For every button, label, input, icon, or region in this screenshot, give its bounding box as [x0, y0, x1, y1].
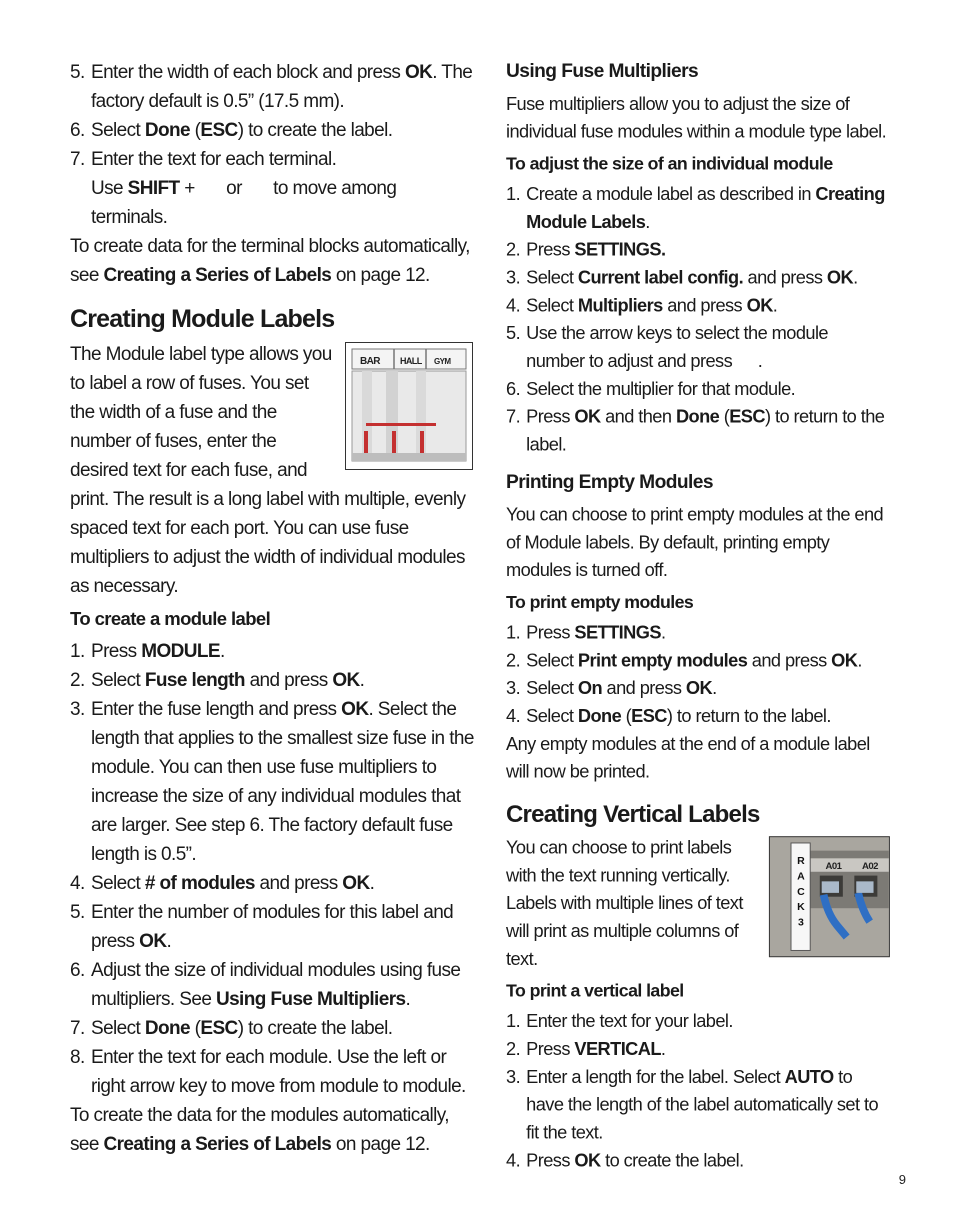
shift-instruction: Use SHIFT + or to move among terminals.	[91, 178, 397, 228]
step-number: 6.	[506, 379, 521, 400]
empty-modules-result: Any empty modules at the end of a module label will now be printed.	[506, 734, 870, 783]
step-number: 5.	[506, 323, 521, 344]
empty-modules-paragraph: You can choose to print empty modules at the end of Module labels. By default, printing empty modules is turned off.	[506, 505, 884, 581]
list-item: 3. Select Current label config. and press OK.	[506, 264, 890, 292]
vertical-letter: K	[797, 901, 805, 914]
closing-paragraph: To create the data for the modules automatically, see Creating a Series of Labels on page 12.	[70, 1105, 449, 1155]
vertical-label-illustration	[769, 836, 890, 957]
list-item: 2. Press VERTICAL.	[506, 1036, 890, 1064]
step-number: 8.	[70, 1047, 85, 1068]
step-number: 2.	[70, 670, 85, 691]
step-number: 7.	[70, 149, 85, 170]
list-item: 1. Enter the text for your label.	[506, 1008, 890, 1036]
cross-reference: Creating a Series of Labels	[103, 1134, 332, 1155]
vertical-letter: A	[797, 870, 805, 883]
list-item: 7. Press OK and then Done (ESC) to return to the label.	[506, 403, 890, 459]
step-number: 7.	[506, 407, 521, 428]
step-number: 5.	[70, 62, 85, 83]
step-number: 4.	[506, 706, 521, 727]
fuse-paragraph: Fuse multipliers allow you to adjust the size of individual fuse modules within a module type label.	[506, 94, 887, 143]
vertical-label-image	[769, 836, 890, 966]
step-number: 3.	[506, 1067, 521, 1088]
procedure-title: To print empty modules	[506, 591, 694, 612]
step-number: 4.	[506, 295, 521, 317]
auto-data-paragraph: To create data for the terminal blocks automatically, see Creating a Series of Labels on page 12.	[70, 236, 470, 286]
list-item: 5. Enter the number of modules for this label and press OK.	[70, 898, 475, 956]
list-item: 7. Select Done (ESC) to create the label.	[70, 1014, 475, 1043]
procedure-title: To create a module label	[70, 608, 271, 629]
list-item: 6. Adjust the size of individual modules using fuse multipliers. See Using Fuse Multipliers.	[70, 956, 475, 1014]
step-number: 4.	[70, 873, 85, 894]
step-number: 2.	[506, 240, 521, 261]
cross-reference: Creating a Series of Labels	[103, 265, 332, 286]
step-number: 3.	[506, 678, 521, 700]
right-column	[506, 58, 890, 1175]
step-number: 6.	[70, 120, 85, 141]
list-item: 3. Enter a length for the label. Select AUTO to have the length of the label automatically set to fit the text.	[506, 1064, 890, 1147]
list-item: 2. Select Print empty modules and press OK.	[506, 647, 890, 675]
list-item: 3. Enter the fuse length and press OK. Select the length that applies to the smallest size fuse in the module. You can then use fuse multipliers to increase the size of any individual modules that are larger. See step 6. The factory default fuse length is 0.5”.	[70, 695, 475, 869]
list-item: 1. Press MODULE.	[70, 637, 475, 666]
tag-label: GYM	[434, 357, 451, 366]
step-number: 5.	[70, 902, 85, 923]
module-intro-paragraph: The Module label type allows you to label a row of fuses. You set the width of a fuse and the number of fuses, enter the desired text for each fuse, and print. The result is a long label with multiple, evenly spaced text for each port. You can use fuse multipliers to adjust the width of individual modules as necessary.	[70, 344, 466, 597]
step-number: 7.	[70, 1018, 85, 1039]
step-number: 1.	[506, 623, 521, 644]
procedure-title: To print a vertical label	[506, 980, 684, 1001]
list-item: 4. Press OK to create the label.	[506, 1147, 890, 1175]
list-item: 1. Press SETTINGS.	[506, 619, 890, 647]
section-heading: Creating Module Labels	[70, 305, 335, 333]
list-item: 3. Select On and press OK.	[506, 675, 890, 703]
step-number: 1.	[70, 641, 85, 662]
list-item: 5. Enter the width of each block and press OK. The factory default is 0.5” (17.5 mm).	[70, 58, 475, 116]
port-label: A02	[862, 860, 878, 872]
list-item: 4. Select Done (ESC) to return to the label.	[506, 703, 890, 731]
port-label: A01	[825, 860, 842, 872]
step-number: 3.	[70, 699, 85, 720]
step-number: 6.	[70, 960, 85, 981]
list-item: 5. Use the arrow keys to select the module number to adjust and press .	[506, 320, 890, 376]
module-label-image	[345, 342, 473, 479]
vertical-letter: R	[797, 855, 805, 868]
list-item: 2. Select Fuse length and press OK.	[70, 666, 475, 695]
list-item: 6. Select the multiplier for that module.	[506, 376, 890, 404]
page-number: 9	[898, 1172, 906, 1187]
section-heading: Using Fuse Multipliers	[506, 60, 699, 82]
vertical-letter: 3	[797, 916, 804, 929]
list-item: 4. Select Multipliers and press OK.	[506, 292, 890, 320]
step-number: 3.	[506, 268, 521, 289]
list-item: 1. Create a module label as described in Creating Module Labels.	[506, 181, 890, 237]
step-number: 1.	[506, 184, 521, 205]
cross-reference: Using Fuse Multipliers	[215, 989, 406, 1010]
tag-label: BAR	[360, 356, 380, 367]
step-number: 1.	[506, 1011, 521, 1033]
list-item: 8. Enter the text for each module. Use the left or right arrow key to move from module to module.	[70, 1043, 475, 1101]
section-heading: Creating Vertical Labels	[506, 800, 760, 828]
list-item: 7. Enter the text for each terminal.	[70, 145, 475, 174]
section-heading: Printing Empty Modules	[506, 471, 713, 493]
module-label-illustration	[345, 342, 473, 470]
cross-reference: Creating Module Labels	[526, 184, 885, 233]
list-item: 4. Select # of modules and press OK.	[70, 869, 475, 898]
step-number: 2.	[506, 1039, 521, 1060]
vertical-letter: C	[797, 885, 805, 898]
step-number: 2.	[506, 651, 521, 672]
step-number: 4.	[506, 1151, 521, 1172]
vertical-paragraph: You can choose to print labels with the text running vertically. Labels with multiple lines of text will print as multiple columns of text.	[506, 838, 743, 970]
left-column	[70, 58, 475, 1159]
list-item: 6. Select Done (ESC) to create the label.	[70, 116, 475, 145]
procedure-title: To adjust the size of an individual module	[506, 153, 833, 174]
list-item: 2. Press SETTINGS.	[506, 236, 890, 264]
tag-label: HALL	[400, 356, 422, 366]
